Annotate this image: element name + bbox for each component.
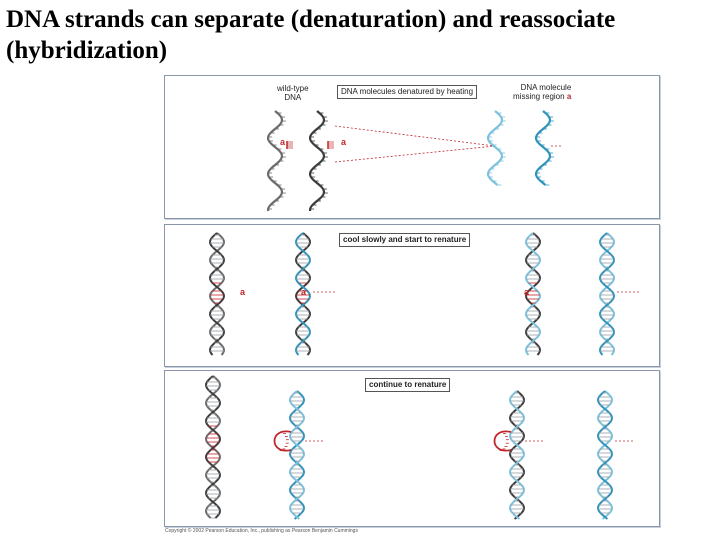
wildtype-dna-label: wild-type DNA [277, 84, 309, 102]
copyright-notice: Copyright © 2002 Pearson Education, Inc., publishing as Pearson Benjamin Cummings [165, 528, 358, 534]
heteroduplex-helix-1-strand-2 [290, 391, 304, 519]
dashed-pointer-2 [335, 146, 495, 162]
missing-region-a: a [566, 92, 572, 101]
missing-region-label [513, 83, 571, 101]
region-a-label-5: a [524, 287, 530, 297]
panel3-drawing [165, 371, 659, 526]
continue-to-renature-label: continue to renature [365, 378, 450, 392]
single-strand-loop [275, 431, 292, 450]
region-a-label-1: a [280, 137, 286, 147]
region-a-label-2: a [341, 137, 347, 147]
region-a-label-4: a [301, 287, 307, 297]
full-helix-2-strand-2 [598, 391, 612, 519]
denatured-by-heating-label: DNA molecules denatured by heating [337, 85, 477, 99]
heteroduplex-helix-2-strand-2 [510, 391, 524, 519]
panel-renature-continue [164, 370, 660, 527]
missing-region-strand-1 [488, 111, 502, 185]
region-a-label-3: a [240, 287, 246, 297]
single-strand-loop [495, 431, 512, 450]
missing-region-text: DNA molecule missing region [513, 83, 572, 101]
slide-title: DNA strands can separate (denaturation) and reassociate (hybridization) [6, 6, 616, 64]
missing-region-strand-2 [536, 111, 550, 185]
panel-denaturation [164, 75, 660, 219]
dashed-pointer-1 [335, 126, 495, 146]
panel-renature-start [164, 224, 660, 367]
cool-slowly-label: cool slowly and start to renature [339, 233, 470, 247]
